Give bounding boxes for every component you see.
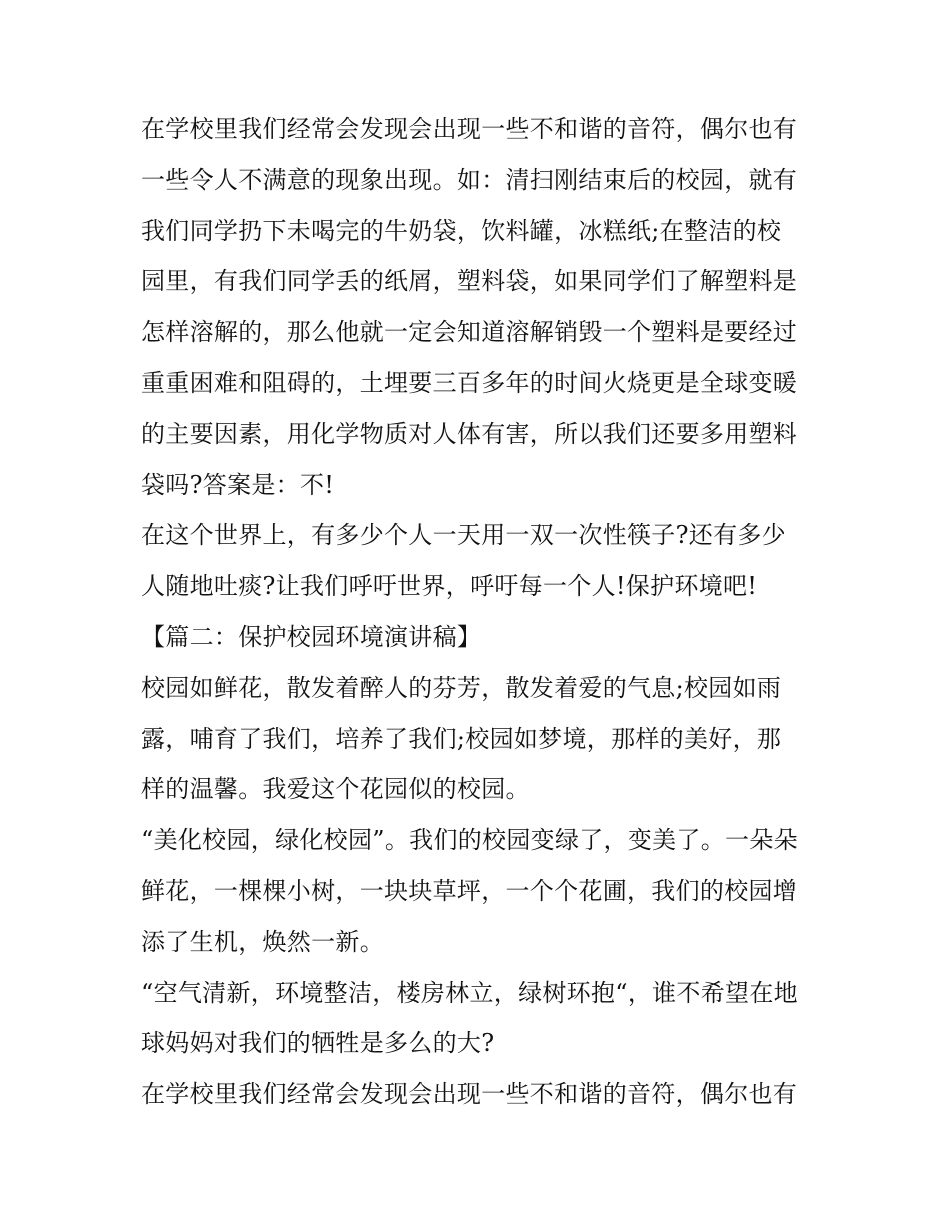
text-line-7: 的主要因素，用化学物质对人体有害，所以我们还要多用塑料 xyxy=(141,419,798,448)
text-line-17: 添了生机，焕然一新。 xyxy=(141,927,384,956)
text-line-13: 露，哺育了我们，培养了我们;校园如梦境，那样的美好，那 xyxy=(141,724,782,753)
section-heading: 【篇二：保护校园环境演讲稿】 xyxy=(141,622,482,651)
text-line-1: 在学校里我们经常会发现会出现一些不和谐的音符，偶尔也有 xyxy=(141,115,798,143)
text-line-8: 袋吗?答案是：不! xyxy=(141,470,335,499)
text-line-18: “空气清新，环境整洁，楼房林立，绿树环抱“，谁不希望在地 xyxy=(141,978,798,1007)
text-line-6: 重重困难和阻碍的，土埋要三百多年的时间火烧更是全球变暖 xyxy=(141,368,798,397)
text-line-12: 校园如鲜花，散发着醉人的芬芳，散发着爱的气息;校园如雨 xyxy=(141,673,782,702)
text-line-9: 在这个世界上，有多少个人一天用一双一次性筷子?还有多少 xyxy=(141,521,786,550)
text-line-19: 球妈妈对我们的牺牲是多么的大? xyxy=(141,1029,495,1058)
text-line-3: 我们同学扔下未喝完的牛奶袋，饮料罐，冰糕纸;在整洁的校 xyxy=(141,216,782,245)
text-line-2: 一些令人不满意的现象出现。如：清扫刚结束后的校园，就有 xyxy=(141,165,798,194)
text-line-15: “美化校园，绿化校园”。我们的校园变绿了，变美了。一朵朵 xyxy=(141,826,798,855)
text-line-5: 怎样溶解的，那么他就一定会知道溶解销毁一个塑料是要经过 xyxy=(141,318,798,347)
text-line-10: 人随地吐痰?让我们呼吁世界，呼吁每一个人!保护环境吧! xyxy=(141,572,758,601)
text-line-14: 样的温馨。我爱这个花园似的校园。 xyxy=(141,775,530,804)
text-line-20: 在学校里我们经常会发现会出现一些不和谐的音符，偶尔也有 xyxy=(141,1080,798,1109)
text-line-4: 园里，有我们同学丢的纸屑，塑料袋，如果同学们了解塑料是 xyxy=(141,267,798,296)
text-line-16: 鲜花，一棵棵小树，一块块草坪，一个个花圃，我们的校园增 xyxy=(141,876,798,905)
document-body xyxy=(141,104,821,1120)
